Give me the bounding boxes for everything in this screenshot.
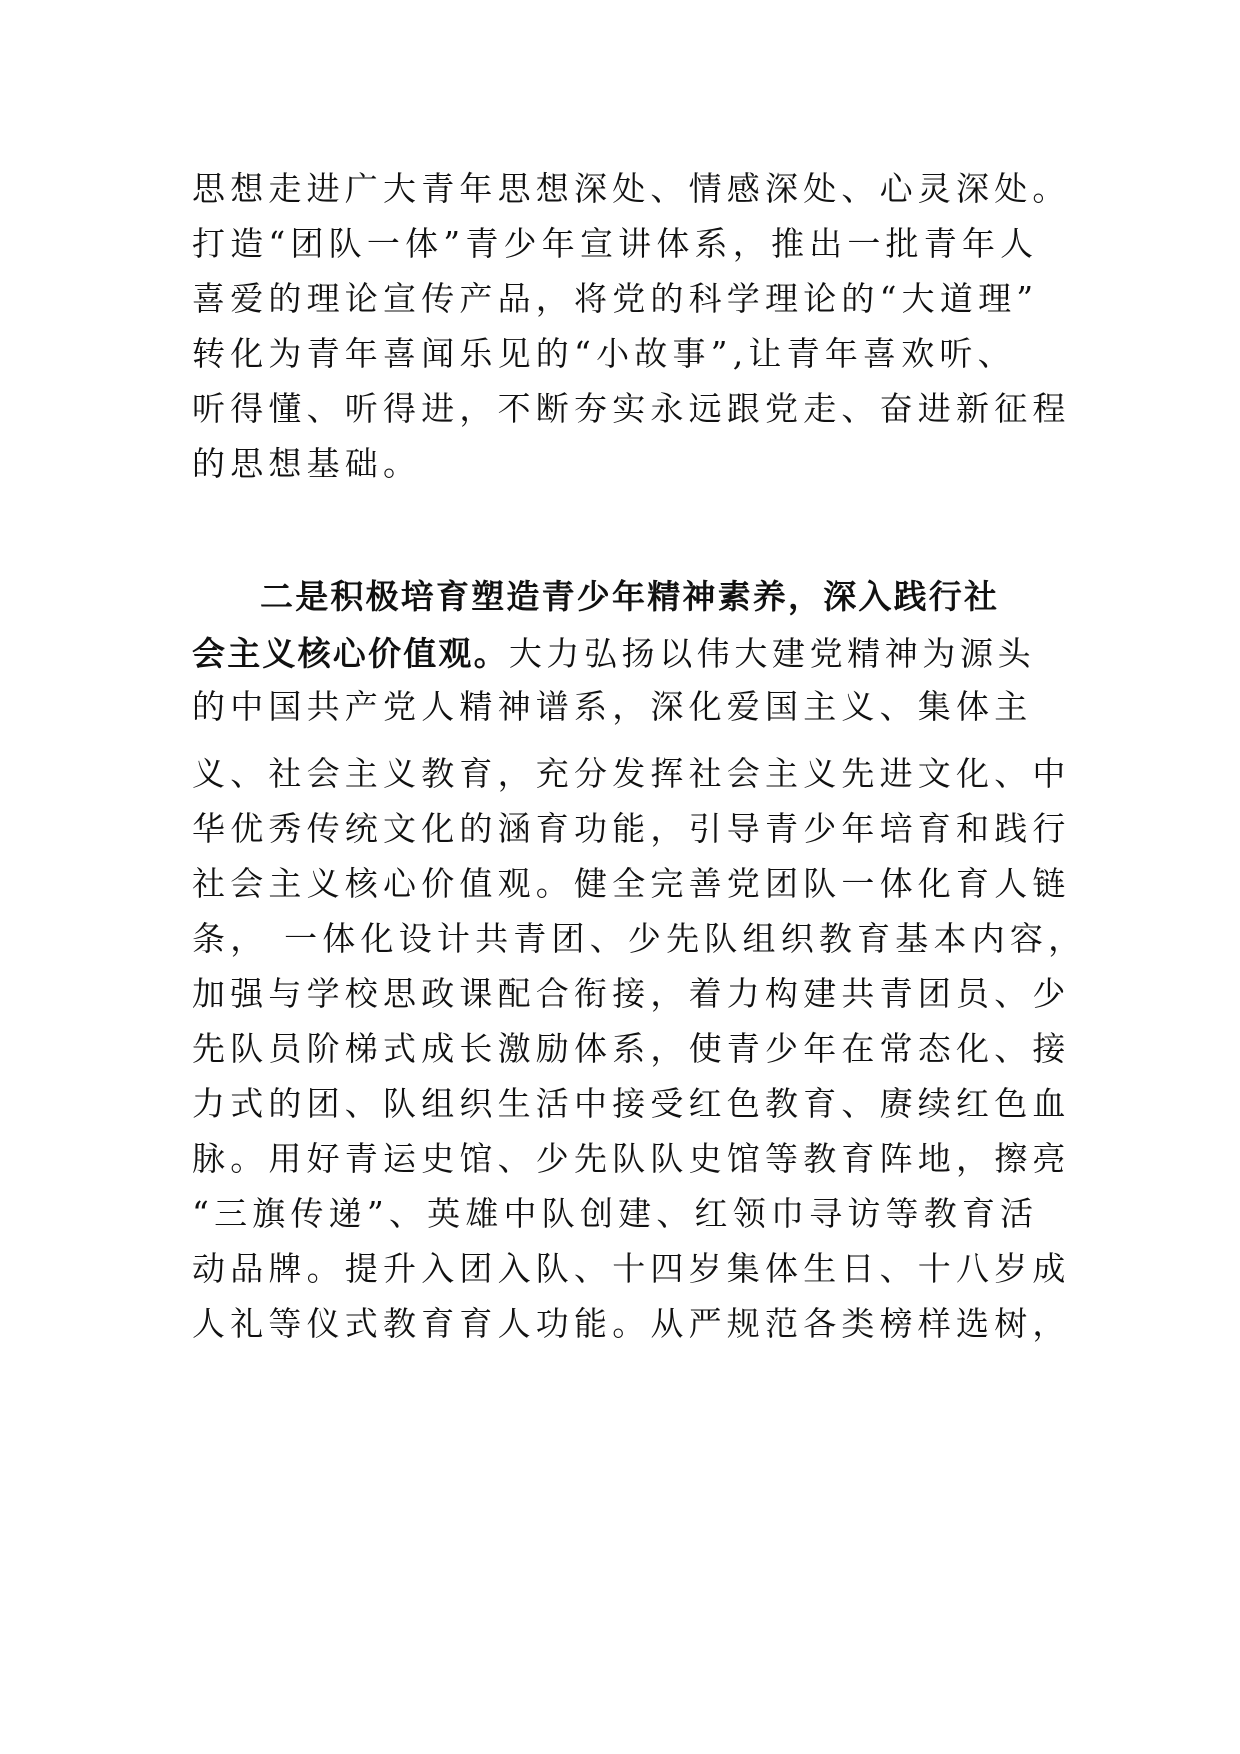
- paragraph-2-line-11: 脉。用好青运史馆、少先队队史馆等教育阵地，擦亮: [192, 1139, 1071, 1178]
- paragraph-1-line-4: 转化为青年喜闻乐见的“小故事”,让青年喜欢听、: [192, 334, 1016, 373]
- paragraph-2-line-3: 的中国共产党人精神谱系，深化爱国主义、集体主: [192, 687, 1033, 726]
- paragraph-2-line-13: 动品牌。提升入团入队、十四岁集体生日、十八岁成: [192, 1249, 1071, 1288]
- paragraph-2-line-9: 先队员阶梯式成长激励体系，使青少年在常态化、接: [192, 1029, 1071, 1068]
- paragraph-2-line-14: 人礼等仪式教育育人功能。从严规范各类榜样选树，: [192, 1304, 1071, 1343]
- paragraph-1-line-1: 思想走进广大青年思想深处、情感深处、心灵深处。: [192, 169, 1071, 208]
- paragraph-2-line-5: 华优秀传统文化的涵育功能，引导青少年培育和践行: [192, 809, 1071, 848]
- paragraph-2-line-2: [192, 632, 1036, 676]
- paragraph-1-line-2: 打造“团队一体”青少年宣讲体系，推出一批青年人: [192, 224, 1039, 263]
- paragraph-2-line-6: 社会主义核心价值观。健全完善党团队一体化育人链: [192, 864, 1071, 903]
- paragraph-1-line-5: 听得懂、听得进，不断夯实永远跟党走、奋进新征程: [192, 389, 1071, 428]
- paragraph-2-line-2-text: 大力弘扬以伟大建党精神为源头: [508, 634, 1036, 673]
- paragraph-2-line-7: 条， 一体化设计共青团、少先队组织教育基本内容，: [192, 919, 1087, 958]
- paragraph-2-line-12: “三旗传递”、英雄中队创建、红领巾寻访等教育活: [192, 1194, 1039, 1233]
- paragraph-1-line-3: 喜爱的理论宣传产品，将党的科学理论的“大道理”: [192, 279, 1039, 318]
- paragraph-2-line-4: 义、社会主义教育，充分发挥社会主义先进文化、中: [192, 754, 1071, 793]
- paragraph-1-line-6: 的思想基础。: [192, 444, 422, 483]
- paragraph-2-heading-line-1: 二是积极培育塑造青少年精神素养，深入践行社: [260, 577, 1000, 616]
- paragraph-2-line-8: 加强与学校思政课配合衔接，着力构建共青团员、少: [192, 974, 1071, 1013]
- paragraph-2-line-10: 力式的团、队组织生活中接受红色教育、赓续红色血: [192, 1084, 1071, 1123]
- paragraph-2-heading-end: 会主义核心价值观。: [192, 634, 509, 673]
